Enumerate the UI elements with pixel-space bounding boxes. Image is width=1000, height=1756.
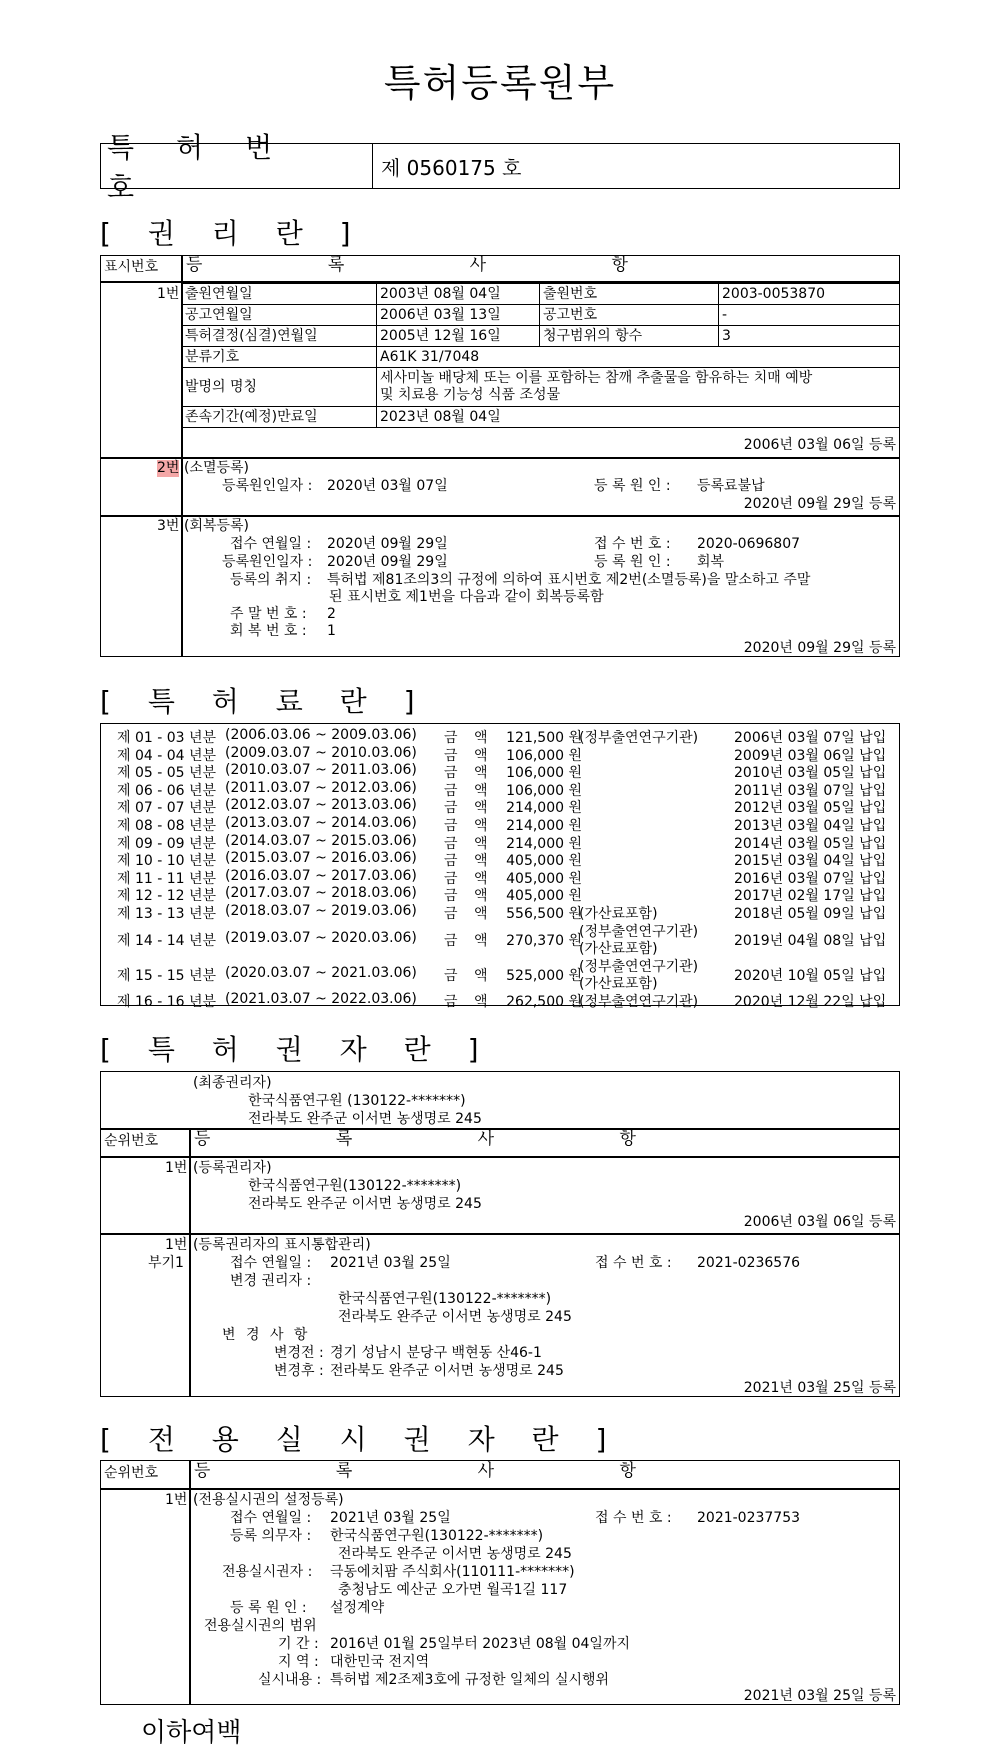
fee-period: (2009.03.07 ~ 2010.03.06)	[225, 744, 417, 761]
holder-entry1-addr: 전라북도 완주군 이서면 농생명로 245	[248, 1196, 482, 1212]
fee-years: 제 07 - 07 년분	[117, 800, 217, 817]
exclusive-entry1-type: (전용실시권의 설정등록)	[193, 1492, 344, 1508]
fee-amount: 405,000 원	[506, 888, 582, 905]
exclusive-col-items: 등 록 사 항	[194, 1461, 696, 1481]
fee-note: (가산료포함)	[579, 906, 658, 922]
rights-entry2-cause-date-label: 등록원인일자 :	[222, 478, 313, 494]
fee-period: (2021.03.07 ~ 2022.03.06)	[225, 990, 417, 1007]
rights-entry2-cause-label: 등 록 원 인 :	[594, 478, 671, 494]
holder-entry2-receipt-date: 2021년 03월 25일	[330, 1255, 451, 1271]
holder-entry2-changed-label: 변경 권리자 :	[230, 1273, 312, 1289]
fee-row	[117, 762, 897, 780]
fee-amount: 106,000 원	[506, 747, 582, 764]
fee-row	[117, 903, 897, 921]
fee-period: (2011.03.07 ~ 2012.03.06)	[225, 779, 417, 796]
fee-amount-label: 금 액	[444, 747, 494, 764]
holder-final-label: (최종권리자)	[193, 1075, 272, 1091]
rights-entry2-cause-date: 2020년 03월 07일	[327, 478, 448, 494]
rights-section-heading: [ 권 리 란 ]	[100, 217, 365, 250]
fee-paid: 2016년 03월 07일 납입	[734, 870, 887, 887]
fee-row	[117, 780, 897, 798]
blank-below-note: 이하여백	[141, 1718, 242, 1748]
fee-years: 제 14 - 14 년분	[117, 932, 217, 949]
exclusive-registered: 2021년 03월 25일 등록	[743, 1688, 896, 1704]
app-date-label: 출원연월일	[182, 284, 377, 305]
app-no-label: 출원번호	[540, 284, 719, 305]
rights-entry2-cause: 등록료불납	[697, 478, 765, 494]
fee-period: (2019.03.07 ~ 2020.03.06)	[225, 929, 417, 946]
holder-entry1-type: (등록권리자)	[193, 1160, 272, 1176]
fee-paid: 2009년 03월 06일 납입	[734, 747, 887, 764]
expiry-value: 2023년 08월 04일	[377, 407, 900, 428]
holder-entry2-receipt-no: 2021-0236576	[697, 1255, 801, 1271]
fee-amount: 214,000 원	[506, 835, 582, 852]
fee-row	[117, 991, 897, 1009]
fee-years: 제 04 - 04 년분	[117, 747, 217, 764]
fee-section-heading: [ 특 허 료 란 ]	[100, 685, 429, 718]
fee-years: 제 05 - 05 년분	[117, 765, 217, 782]
fee-years: 제 11 - 11 년분	[117, 870, 217, 887]
holder-entry2-type: (등록권리자의 표시통합관리)	[193, 1237, 371, 1253]
fee-years: 제 06 - 06 년분	[117, 782, 217, 799]
claims-value: 3	[719, 326, 900, 347]
rights-entry2-registered: 2020년 09월 29일 등록	[743, 496, 896, 512]
class-label: 분류기호	[182, 347, 377, 368]
holder-final-addr: 전라북도 완주군 이서면 농생명로 245	[248, 1111, 482, 1127]
rights-entry1-grid	[181, 283, 900, 428]
app-no-value: 2003-0053870	[719, 284, 900, 305]
fee-row	[117, 797, 897, 815]
fee-row	[117, 921, 897, 956]
pub-no-label: 공고번호	[540, 305, 719, 326]
holder-entry2-receipt-date-label: 접수 연월일 :	[230, 1255, 312, 1271]
fee-years: 제 16 - 16 년분	[117, 993, 217, 1010]
invention-value: 세사미놀 배당체 또는 이를 포함하는 참깨 추출물을 함유하는 치매 예방 및 치료용 기능성 식품 조성물	[377, 368, 900, 407]
rights-entry2-type: (소멸등록)	[184, 460, 250, 476]
fee-amount-label: 금 액	[444, 782, 494, 799]
fee-paid: 2020년 12월 22일 납입	[734, 993, 887, 1010]
rights-entry3-receipt-date: 2020년 09월 29일	[327, 536, 448, 552]
holder-col-items: 등 록 사 항	[194, 1129, 696, 1149]
fee-amount-label: 금 액	[444, 967, 494, 984]
fee-paid: 2018년 05월 09일 납입	[734, 906, 887, 922]
rights-col-items: 등 록 사 항	[186, 255, 688, 275]
exclusive-receipt-date-label: 접수 연월일 :	[230, 1510, 312, 1526]
rights-entry1-registered: 2006년 03월 06일 등록	[743, 437, 896, 453]
fee-note-2: (가산료포함)	[579, 975, 658, 992]
app-date-value: 2003년 08월 04일	[377, 284, 540, 305]
expiry-label: 존속기간(예정)만료일	[182, 407, 377, 428]
rights-entry2-no: 2번	[157, 460, 180, 476]
claims-label: 청구범위의 항수	[540, 326, 719, 347]
patent-number-value: 제 0560175 호	[381, 155, 522, 180]
exclusive-obligor-label: 등록 의무자 :	[230, 1528, 312, 1544]
fee-row	[117, 815, 897, 833]
fee-row	[117, 885, 897, 903]
rights-entry3-restore-no-label: 회 복 번 호 :	[230, 623, 307, 639]
exclusive-obligor-addr: 전라북도 완주군 이서면 농생명로 245	[338, 1546, 572, 1562]
rights-entry3-receipt-no: 2020-0696807	[697, 536, 801, 552]
fee-amount: 525,000 원	[506, 967, 582, 984]
fee-period: (2015.03.07 ~ 2016.03.06)	[225, 850, 417, 867]
rights-entry3-receipt-no-label: 접 수 번 호 :	[594, 536, 671, 552]
fee-paid: 2011년 03월 07일 납입	[734, 782, 887, 799]
rights-col-number: 표시번호	[104, 259, 159, 275]
fee-amount-label: 금 액	[444, 853, 494, 870]
fee-paid: 2006년 03월 07일 납입	[734, 730, 887, 746]
fee-period: (2012.03.07 ~ 2013.03.06)	[225, 797, 417, 814]
exclusive-cause: 설정계약	[330, 1600, 385, 1616]
fee-amount-label: 금 액	[444, 870, 494, 887]
rights-entry3-end-no: 2	[327, 606, 336, 622]
fee-amount-label: 금 액	[444, 993, 494, 1010]
class-value: A61K 31/7048	[377, 347, 900, 368]
rights-entry3-no: 3번	[157, 518, 180, 534]
rights-entry3-type: (회복등록)	[184, 518, 250, 534]
holder-entry2-change-label: 변 경 사 항	[222, 1327, 311, 1343]
fee-amount-label: 금 액	[444, 800, 494, 817]
holder-entry1-no: 1번	[165, 1160, 188, 1176]
exclusive-receipt-no-label: 접 수 번 호 :	[595, 1510, 672, 1526]
fee-period: (2013.03.07 ~ 2014.03.06)	[225, 815, 417, 831]
fee-amount: 556,500 원	[506, 906, 582, 922]
fee-row	[117, 850, 897, 868]
rights-entry3-cause: 회복	[697, 554, 725, 570]
rights-entry3-purpose-2: 된 표시번호 제1번을 다음과 같이 회복등록함	[329, 589, 604, 605]
fee-paid: 2013년 03월 04일 납입	[734, 818, 887, 834]
exclusive-content: 특허법 제2조제3호에 규정한 일체의 실시행위	[330, 1672, 610, 1688]
fee-amount-label: 금 액	[444, 888, 494, 905]
holder-entry2-after-label: 변경후 :	[274, 1363, 324, 1379]
exclusive-licensee-name: 극동에치팜 주식회사(110111-*******)	[330, 1564, 575, 1580]
fee-paid: 2019년 04월 08일 납입	[734, 932, 887, 949]
fee-period: (2006.03.06 ~ 2009.03.06)	[225, 727, 417, 743]
holder-entry2-after: 전라북도 완주군 이서면 농생명로 245	[330, 1363, 564, 1379]
pub-date-label: 공고연월일	[182, 305, 377, 326]
fee-amount: 106,000 원	[506, 765, 582, 782]
exclusive-region: 대한민국 전지역	[330, 1654, 430, 1670]
fee-amount-label: 금 액	[444, 906, 494, 922]
fee-years: 제 01 - 03 년분	[117, 730, 217, 746]
exclusive-scope-label: 전용실시권의 범위	[204, 1618, 317, 1634]
pub-no-value: -	[719, 305, 900, 326]
holder-entry2-name: 한국식품연구원(130122-*******)	[338, 1291, 552, 1307]
exclusive-section-heading: [ 전 용 실 시 권 자 란 ]	[100, 1423, 621, 1456]
patent-number-box	[100, 131, 900, 204]
fee-years: 제 08 - 08 년분	[117, 818, 217, 834]
exclusive-receipt-date: 2021년 03월 25일	[330, 1510, 451, 1526]
fee-amount-label: 금 액	[444, 730, 494, 746]
fee-period: (2016.03.07 ~ 2017.03.06)	[225, 867, 417, 884]
fee-period: (2010.03.07 ~ 2011.03.06)	[225, 762, 417, 779]
fee-paid: 2012년 03월 05일 납입	[734, 800, 887, 817]
fee-years: 제 13 - 13 년분	[117, 906, 217, 922]
fee-years: 제 10 - 10 년분	[117, 853, 217, 870]
fee-paid: 2014년 03월 05일 납입	[734, 835, 887, 852]
fee-row	[117, 868, 897, 886]
fee-note: (정부출연연구기관)	[579, 730, 699, 746]
holder-section-heading: [ 특 허 권 자 란 ]	[100, 1033, 493, 1066]
decision-date-value: 2005년 12월 16일	[377, 326, 540, 347]
exclusive-content-label: 실시내용 :	[258, 1672, 322, 1688]
rights-entry3-end-no-label: 주 말 번 호 :	[230, 606, 307, 622]
exclusive-licensee-addr: 충청남도 예산군 오가면 월곡1길 117	[338, 1582, 568, 1598]
decision-date-label: 특허결정(심결)연월일	[182, 326, 377, 347]
fee-amount: 106,000 원	[506, 782, 582, 799]
exclusive-licensee-label: 전용실시권자 :	[222, 1564, 313, 1580]
fee-amount-label: 금 액	[444, 932, 494, 949]
fee-amount: 270,370 원	[506, 932, 582, 949]
fee-period: (2017.03.07 ~ 2018.03.06)	[225, 885, 417, 902]
holder-entry2-registered: 2021년 03월 25일 등록	[743, 1380, 896, 1396]
fee-amount-label: 금 액	[444, 818, 494, 834]
fee-amount: 214,000 원	[506, 800, 582, 817]
holder-entry2-before-label: 변경전 :	[274, 1345, 324, 1361]
fee-amount: 121,500 원	[506, 730, 582, 746]
fee-amount: 405,000 원	[506, 870, 582, 887]
fee-paid: 2017년 02월 17일 납입	[734, 888, 887, 905]
fee-note: (정부출연연구기관)	[579, 993, 699, 1010]
holder-entry2-addr: 전라북도 완주군 이서면 농생명로 245	[338, 1309, 572, 1325]
rights-entry3-cause-label: 등 록 원 인 :	[594, 554, 671, 570]
exclusive-period-label: 기 간 :	[278, 1636, 319, 1652]
fee-years: 제 12 - 12 년분	[117, 888, 217, 905]
holder-final-name: 한국식품연구원 (130122-*******)	[248, 1093, 466, 1109]
exclusive-entry1-no: 1번	[165, 1492, 188, 1508]
rights-entry3-receipt-date-label: 접수 연월일 :	[230, 536, 312, 552]
holder-entry2-receipt-no-label: 접 수 번 호 :	[595, 1255, 672, 1271]
exclusive-region-label: 지 역 :	[278, 1654, 319, 1670]
fee-years: 제 15 - 15 년분	[117, 967, 217, 984]
holder-entry1-name: 한국식품연구원(130122-*******)	[248, 1178, 462, 1194]
fee-years: 제 09 - 09 년분	[117, 835, 217, 852]
fee-row	[117, 727, 897, 745]
fee-period: (2020.03.07 ~ 2021.03.06)	[225, 964, 417, 981]
fee-amount: 262,500 원	[506, 993, 582, 1010]
fee-paid: 2020년 10월 05일 납입	[734, 967, 887, 984]
pub-date-value: 2006년 03월 13일	[377, 305, 540, 326]
patent-number-label: 특허번호	[101, 144, 373, 188]
holder-entry2-before: 경기 성남시 분당구 백현동 산46-1	[330, 1345, 542, 1361]
fee-note: (정부출연연구기관)	[579, 958, 699, 975]
fee-period: (2018.03.07 ~ 2019.03.06)	[225, 903, 417, 919]
holder-entry2-sub: 부기1	[148, 1255, 184, 1271]
fee-row	[117, 833, 897, 851]
fee-paid: 2015년 03월 04일 납입	[734, 853, 887, 870]
fee-amount: 405,000 원	[506, 853, 582, 870]
rights-entry3-restore-no: 1	[327, 623, 336, 639]
rights-entry3-purpose-1: 특허법 제81조의3의 규정에 의하여 표시번호 제2번(소멸등록)을 말소하고 주말	[327, 572, 811, 588]
rights-entry3-cause-date: 2020년 09월 29일	[327, 554, 448, 570]
fee-note-2: (가산료포함)	[579, 940, 658, 957]
exclusive-period: 2016년 01월 25일부터 2023년 08월 04일까지	[330, 1636, 631, 1652]
fee-amount-label: 금 액	[444, 835, 494, 852]
page-title: 특허등록원부	[383, 61, 617, 105]
exclusive-col-number: 순위번호	[104, 1465, 159, 1481]
rights-entry3-purpose-label: 등록의 취지 :	[230, 572, 312, 588]
fee-paid: 2010년 03월 05일 납입	[734, 765, 887, 782]
fee-row	[117, 745, 897, 763]
fee-amount-label: 금 액	[444, 765, 494, 782]
rights-entry3-registered: 2020년 09월 29일 등록	[743, 640, 896, 656]
fee-amount: 214,000 원	[506, 818, 582, 834]
rights-entry3-cause-date-label: 등록원인일자 :	[222, 554, 313, 570]
invention-label: 발명의 명칭	[182, 368, 377, 407]
fee-note: (정부출연연구기관)	[579, 923, 699, 940]
fee-period: (2014.03.07 ~ 2015.03.06)	[225, 832, 417, 849]
exclusive-receipt-no: 2021-0237753	[697, 1510, 801, 1526]
rights-entry1-no: 1번	[157, 286, 180, 302]
holder-entry2-no: 1번	[165, 1237, 188, 1253]
holder-col-number: 순위번호	[104, 1133, 159, 1149]
exclusive-cause-label: 등 록 원 인 :	[230, 1600, 307, 1616]
exclusive-obligor-name: 한국식품연구원(130122-*******)	[330, 1528, 544, 1544]
fee-row	[117, 956, 897, 991]
holder-entry1-registered: 2006년 03월 06일 등록	[743, 1214, 896, 1230]
